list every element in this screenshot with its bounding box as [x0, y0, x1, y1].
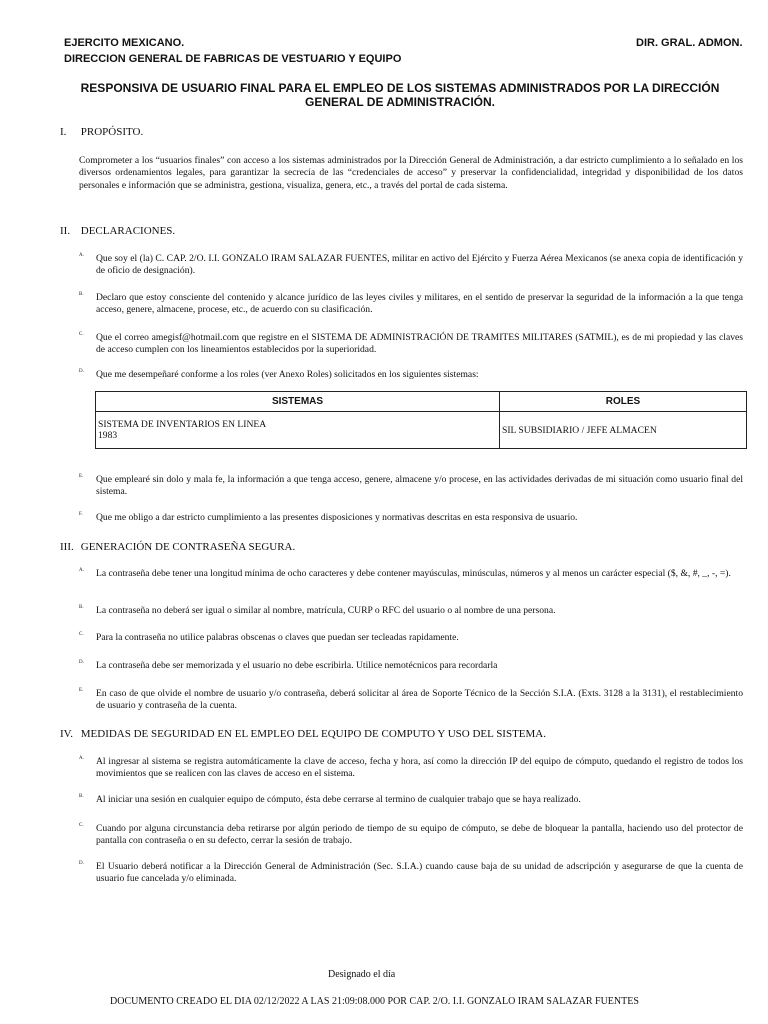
- item-letter: D.: [79, 369, 84, 374]
- section-paragraph: Comprometer a los “usuarios finales” con acceso a los sistemas administrados por la Dirección General de Administración, a dar estricto cumplimiento a lo señalado en los diversos ordenamientos legales, para garantizar la secrecía de las “credenciales de acceso” y preservar la confidencialidad, integridad y disponibilidad de los datos personales e información que se administra, gestiona, visualiza, genera, etc., a través del portal de cada sistema.: [79, 155, 743, 191]
- list-item: [79, 688, 743, 713]
- item-text: Para la contraseña no utilice palabras obscenas o claves que puedan ser tecleadas rapidamente.: [96, 632, 459, 643]
- item-letter: D.: [79, 660, 84, 665]
- list-item: [79, 512, 743, 524]
- org-right-label: DIR. GRAL. ADMON.: [636, 37, 743, 49]
- document-title: RESPONSIVA DE USUARIO FINAL PARA EL EMPLEO DE LOS SISTEMAS ADMINISTRADOS POR LA DIRECCIÓN GENERAL DE ADMINISTRACIÓN.: [80, 81, 720, 109]
- item-letter: A.: [79, 756, 84, 761]
- system-cell: [96, 412, 500, 449]
- table-header-row: [96, 392, 747, 412]
- item-text: Que soy el (la) C. CAP. 2/O. I.I. GONZALO IRAM SALAZAR FUENTES, militar en activo del Ejército y Fuerza Aérea Mexicanos (se anexa copia de identificación y de oficio de designación).: [96, 253, 743, 277]
- section-number: III.: [60, 541, 74, 553]
- list-item: [79, 756, 743, 781]
- item-letter: B.: [79, 292, 84, 297]
- item-letter: C.: [79, 332, 84, 337]
- list-item: [79, 861, 743, 886]
- list-item: [79, 632, 743, 644]
- org-department: DIRECCION GENERAL DE FABRICAS DE VESTUARIO Y EQUIPO: [64, 53, 402, 65]
- item-text: El Usuario deberá notificar a la Dirección General de Administración (Sec. S.I.A.) cuando cause baja de su unidad de adscripción y asegurarse de que la cuenta de usuario fue cancelada y/o eliminada.: [96, 861, 743, 885]
- item-letter: F.: [79, 512, 83, 517]
- section-title: MEDIDAS DE SEGURIDAD EN EL EMPLEO DEL EQUIPO DE COMPUTO Y USO DEL SISTEMA.: [80, 728, 546, 740]
- item-text: Que me obligo a dar estricto cumplimiento a las presentes disposiciones y normativas descritas en esta responsiva de usuario.: [96, 512, 578, 523]
- list-item: [79, 369, 743, 381]
- item-letter: B.: [79, 605, 84, 610]
- item-letter: D.: [79, 861, 84, 866]
- section-heading-medidas: [60, 728, 546, 740]
- section-heading-proposito: [60, 126, 143, 138]
- item-text: La contraseña no deberá ser igual o similar al nombre, matrícula, CURP o RFC del usuario o al nombre de una persona.: [96, 605, 556, 616]
- section-number: II.: [60, 225, 71, 237]
- section-title: DECLARACIONES.: [80, 225, 176, 237]
- item-text: Que me desempeñaré conforme a los roles (ver Anexo Roles) solicitados en los siguientes sistemas:: [96, 369, 479, 380]
- document-created-note: DOCUMENTO CREADO EL DIA 02/12/2022 A LAS 21:09:08.000 POR CAP. 2/O. I.I. GONZALO IRAM SALAZAR FUENTES: [110, 996, 639, 1007]
- list-item: [79, 794, 743, 806]
- list-item: [79, 292, 743, 317]
- system-name: SISTEMA DE INVENTARIOS EN LINEA: [98, 419, 267, 430]
- column-header-roles: ROLES: [500, 392, 747, 412]
- item-letter: A.: [79, 253, 84, 258]
- section-heading-declaraciones: [60, 225, 175, 237]
- list-item: [79, 332, 743, 357]
- role-cell: SIL SUBSIDIARIO / JEFE ALMACEN: [500, 412, 747, 449]
- system-code: 1983: [98, 430, 118, 441]
- item-text: En caso de que olvide el nombre de usuario y/o contraseña, deberá solicitar al área de Soporte Técnico de la Sección S.I.A. (Exts. 3128 a la 3131), el restablecimiento de usuario y contraseña de la cuenta.: [96, 688, 743, 712]
- section-number: IV.: [60, 728, 73, 740]
- item-text: La contraseña debe ser memorizada y el usuario no debe escribirla. Utilice nemotécnicos para recordarla: [96, 660, 498, 671]
- item-letter: C.: [79, 632, 84, 637]
- item-text: Que el correo amegisf@hotmail.com que registre en el SISTEMA DE ADMINISTRACIÓN DE TRAMITES MILITARES (SATMIL), es de mi propiedad y las claves de acceso cumplen con los lineamientos establecidos por la superioridad.: [96, 332, 743, 356]
- item-text: Cuando por alguna circunstancia deba retirarse por algún periodo de tiempo de su equipo de cómputo, se debe de bloquear la pantalla, haciendo uso del protector de pantalla con contraseña o en su defecto, cerrar la sesión de trabajo.: [96, 823, 743, 847]
- designation-label: Designado el día: [328, 969, 396, 980]
- section-title: GENERACIÓN DE CONTRASEÑA SEGURA.: [80, 541, 296, 553]
- item-letter: A.: [79, 568, 84, 573]
- item-text: Al iniciar una sesión en cualquier equipo de cómputo, ésta debe cerrarse al termino de cualquier trabajo que se haya realizado.: [96, 794, 581, 805]
- item-text: Que emplearé sin dolo y mala fe, la información a que tenga acceso, genere, almacene y/o procese, en las actividades derivadas de mi situación como usuario final del sistema.: [96, 474, 743, 498]
- item-letter: E.: [79, 474, 84, 479]
- item-text: Declaro que estoy consciente del contenido y alcance jurídico de las leyes civiles y militares, en el sentido de preservar la seguridad de la información a la que tenga acceso, genere, almacene, procese, etc., de acuerdo con su clasificación.: [96, 292, 743, 316]
- systems-roles-table: [95, 391, 747, 449]
- column-header-systems: SISTEMAS: [96, 392, 500, 412]
- section-title: PROPÓSITO.: [80, 126, 144, 138]
- item-letter: C.: [79, 823, 84, 828]
- item-text: La contraseña debe tener una longitud mínima de ocho caracteres y debe contener mayúsculas, minúsculas, números y al menos un carácter especial ($, &, #, _, -, =).: [96, 568, 731, 579]
- section-number: I.: [60, 126, 67, 138]
- item-text: Al ingresar al sistema se registra automáticamente la clave de acceso, fecha y hora, así como la dirección IP del equipo de cómputo, quedando el registro de todos los movimientos que se realicen con las claves de acceso en el sistema.: [96, 756, 743, 780]
- list-item: [79, 253, 743, 278]
- list-item: [79, 605, 743, 617]
- section-heading-contrasena: [60, 541, 295, 553]
- item-letter: E.: [79, 688, 84, 693]
- item-letter: B.: [79, 794, 84, 799]
- list-item: [79, 568, 743, 580]
- list-item: [79, 823, 743, 848]
- list-item: [79, 660, 743, 672]
- table-row: [96, 412, 747, 449]
- org-name: EJERCITO MEXICANO.: [64, 37, 185, 49]
- list-item: [79, 474, 743, 499]
